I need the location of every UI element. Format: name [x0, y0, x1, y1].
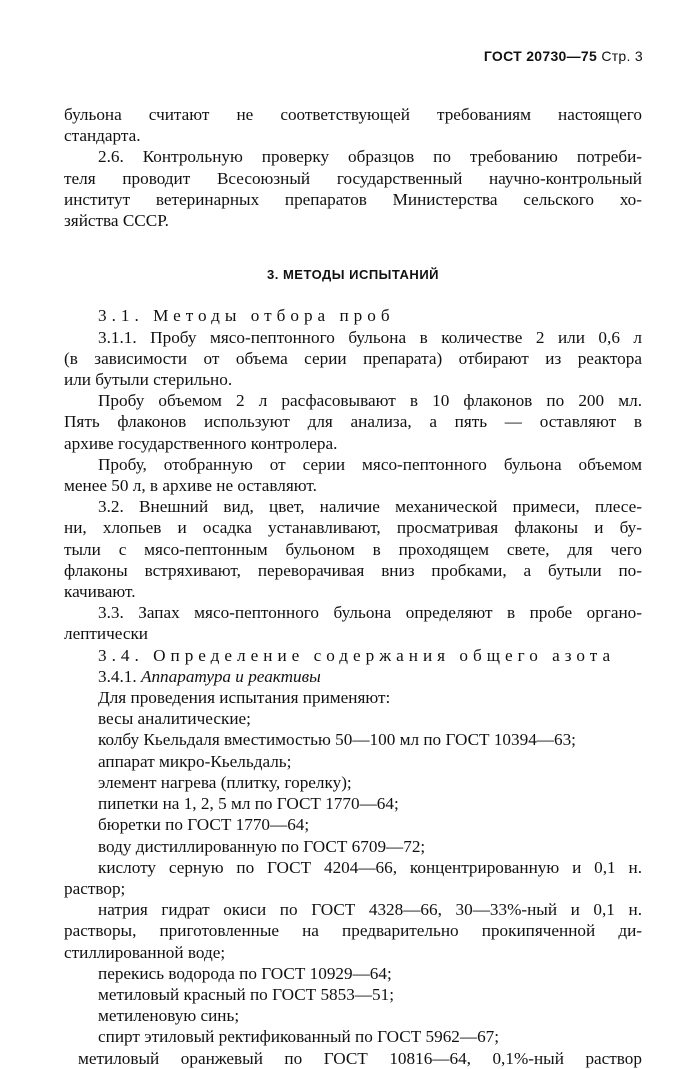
text-line: бульона считают не соответствующей требованиям настоящего: [64, 105, 642, 124]
text-line: растворы, приготовленные на предварительно прокипяченной ди-: [64, 921, 642, 941]
subsection-subheading: [64, 666, 642, 687]
text-line: 3.3. Запах мясо-пептонного бульона определяют в пробе органо-: [98, 603, 642, 623]
text-line: менее 50 л, в архиве не оставляют.: [64, 476, 317, 496]
gost-number: ГОСТ 20730—75: [483, 48, 598, 64]
text-line: или бутыли стерильно.: [64, 370, 233, 390]
list-item: колбу Кьельдаля вместимостью 50—100 мл по ГОСТ 10394—63;: [98, 730, 576, 750]
text-line: ни, хлопьев и осадка устанавливают, просматривая флаконы и бу-: [64, 518, 642, 538]
text-line: стиллированной воде;: [64, 942, 226, 962]
list-item: аппарат микро-Кьельдаль;: [98, 751, 292, 771]
text-line: институт ветеринарных препаратов Министерства сельского хо-: [64, 189, 642, 209]
text-line: качивают.: [64, 582, 136, 602]
text-line: флаконы встряхивают, переворачивая вниз пробками, а бутыли по-: [64, 560, 642, 580]
text-line: стандарта.: [64, 126, 141, 146]
document-body: [64, 104, 642, 1069]
text-line: Для проведения испытания применяют:: [98, 688, 391, 708]
page-number: Стр. 3: [601, 48, 643, 64]
text-line: Пять флаконов используют для анализа, а пять — оставляют в: [64, 412, 642, 432]
text-line: 3.1.1. Пробу мясо-пептонного бульона в количестве 2 или 0,6 л: [98, 327, 642, 347]
text-line: (в зависимости от объема серии препарата) отбирают из реактора: [64, 348, 642, 368]
text-line: Пробу объемом 2 л расфасовывают в 10 флаконов по 200 мл.: [98, 391, 642, 411]
list-item: пипетки на 1, 2, 5 мл по ГОСТ 1770—64;: [98, 794, 399, 814]
list-item: воду дистиллированную по ГОСТ 6709—72;: [98, 836, 426, 856]
section-title: 3. МЕТОДЫ ИСПЫТАНИЙ: [267, 267, 439, 283]
text-line: архиве государственного контролера.: [64, 433, 338, 453]
text-line: теля проводит Всесоюзный государственный научно-контрольный: [64, 168, 642, 188]
list-item: метиловый оранжевый по ГОСТ 10816—64, 0,1%-ный раствор: [78, 1048, 642, 1068]
page-header: [484, 48, 643, 64]
list-item: элемент нагрева (плитку, горелку);: [98, 772, 352, 792]
list-item: бюретки по ГОСТ 1770—64;: [98, 815, 310, 835]
list-item: перекись водорода по ГОСТ 10929—64;: [98, 963, 392, 983]
list-item: метиловый красный по ГОСТ 5853—51;: [98, 984, 394, 1004]
subsection-title: Аппаратура и реактивы: [140, 666, 321, 686]
list-item: натрия гидрат окиси по ГОСТ 4328—66, 30—33%-ный и 0,1 н.: [98, 900, 642, 920]
list-item: спирт этиловый ректификованный по ГОСТ 5962—67;: [98, 1027, 500, 1047]
text-line: раствор;: [64, 878, 126, 898]
subsection-heading: 3.4. Определение содержания общего азота: [98, 645, 616, 665]
list-item: весы аналитические;: [98, 709, 251, 729]
list-item: метиленовую синь;: [98, 1006, 240, 1026]
text-line: 2.6. Контрольную проверку образцов по требованию потреби-: [98, 147, 642, 167]
text-line: лептически: [64, 624, 148, 644]
subsection-heading: 3.1. Методы отбора проб: [98, 306, 395, 326]
text-line: тыли с мясо-пептонным бульоном в проходящем свете, для чего: [64, 539, 642, 559]
list-item: кислоту серную по ГОСТ 4204—66, концентрированную и 0,1 н.: [98, 857, 642, 877]
text-line: зяйства СССР.: [64, 211, 169, 231]
text-line: 3.2. Внешний вид, цвет, наличие механической примеси, плесе-: [98, 497, 642, 517]
text-line: Пробу, отобранную от серии мясо-пептонного бульона объемом: [98, 454, 642, 474]
subsection-number: 3.4.1.: [98, 666, 137, 686]
